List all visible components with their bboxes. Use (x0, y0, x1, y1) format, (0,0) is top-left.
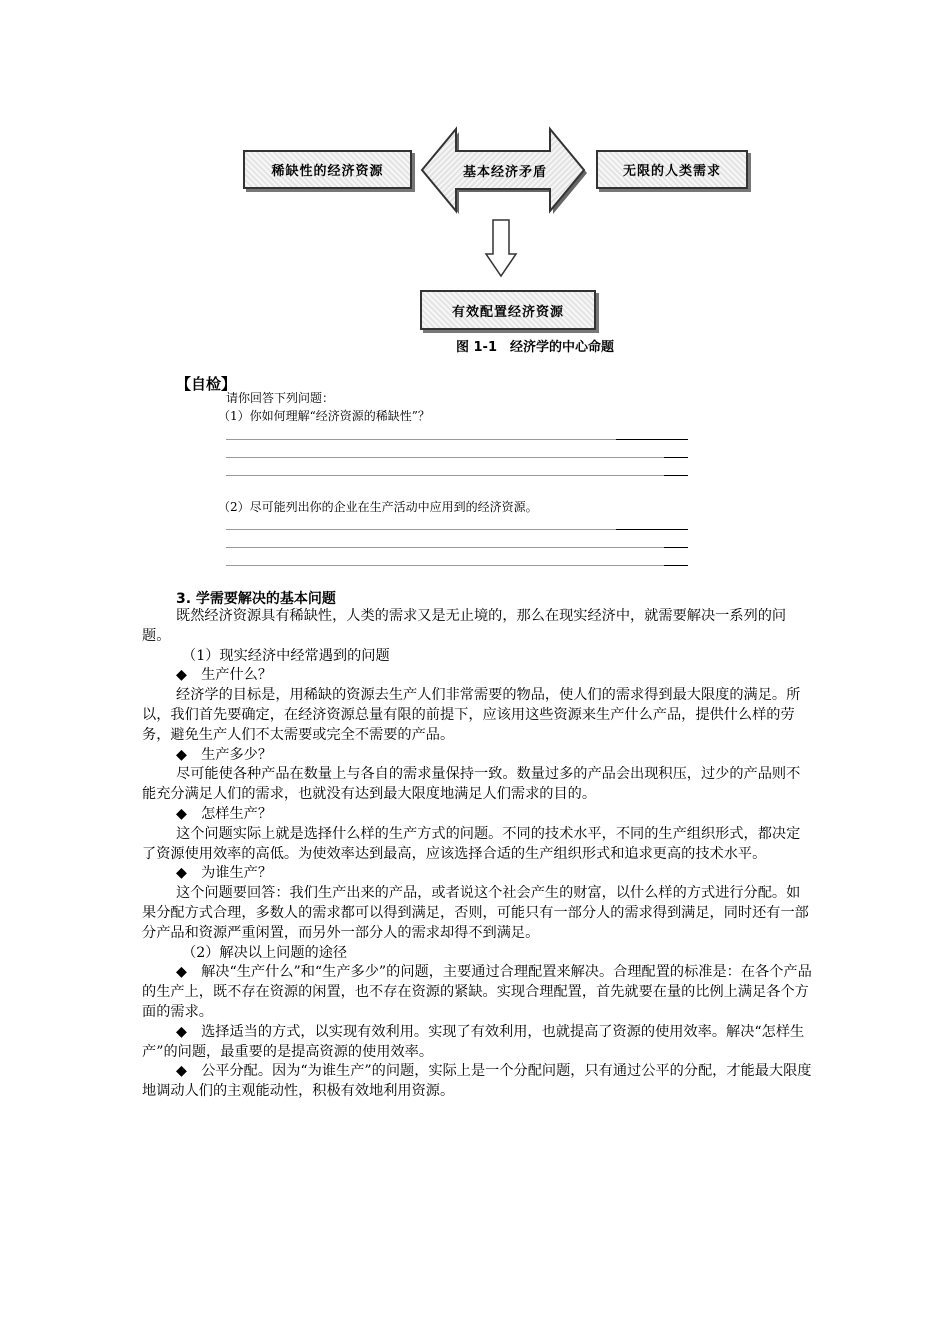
box-allocate-resources (420, 290, 596, 330)
answer-line-end (664, 457, 688, 458)
answer-line (226, 439, 616, 440)
answer-line-end (664, 547, 688, 548)
bullet-heading: ◆ 为谁生产？ (176, 865, 273, 882)
bullet-paragraph: ◆ 公平分配。因为“为谁生产”的问题，实际上是一个分配问题，只有通过公平的分配，才能最大限度地调动人们的主观能动性，积极有效地利用资源。 (142, 1063, 812, 1100)
paragraph: 经济学的目标是，用稀缺的资源去生产人们非常需要的物品，使人们的需求得到最大限度的满足。所以，我们首先要确定，在经济资源总量有限的前提下，应该用这些资源来生产什么产品，提供什么样的劳务，避免生产人们不太需要或完全不需要的产品。 (142, 687, 801, 743)
bullet-heading: ◆ 怎样生产？ (176, 805, 273, 822)
self-check-question-2: （2）尽可能列出你的企业在生产活动中应用到的经济资源。 (218, 500, 538, 514)
answer-line-end (664, 565, 688, 566)
arrow-center-label: 基本经济矛盾 (462, 165, 547, 180)
self-check-question-1: （1）你如何理解“经济资源的稀缺性”？ (218, 409, 430, 423)
self-check-title: 【自检】 (176, 375, 237, 393)
answer-line-end (616, 529, 688, 530)
section-title: 3. 学需要解决的基本问题 (176, 591, 336, 607)
box-scarce-resources-label: 稀缺性的经济资源 (271, 164, 384, 179)
answer-line (226, 547, 664, 548)
bullet-heading: ◆ 生产多少？ (176, 746, 273, 763)
self-check-intro: 请你回答下列问题： (226, 391, 335, 405)
figure-caption: 图 1-1 经济学的中心命题 (455, 340, 614, 355)
answer-line (226, 565, 664, 566)
answer-line-end (616, 439, 688, 440)
box-scarce-resources (243, 150, 412, 189)
paragraph: 这个问题要回答：我们生产出来的产品，或者说这个社会产生的财富，以什么样的方式进行分配。如果分配方式合理，多数人的需求都可以得到满足，否则，可能只有一部分人的需求得到满足，同时还有一部分产品和资源严重闲置，而另外一部分人的需求却得不到满足。 (142, 885, 809, 941)
subheading: （1）现实经济中经常遇到的问题 (182, 647, 390, 664)
answer-line (226, 457, 664, 458)
box-human-needs (596, 150, 748, 189)
paragraph: 尽可能使各种产品在数量上与各自的需求量保持一致。数量过多的产品会出现积压，过少的产品则不能充分满足人们的需求，也就没有达到最大限度地满足人们需求的目的。 (142, 766, 801, 803)
bullet-paragraph: ◆ 解决“生产什么”和“生产多少”的问题，主要通过合理配置来解决。合理配置的标准是：在各个产品的生产上，既不存在资源的闲置，也不存在资源的紧缺。实现合理配置，首先就要在量的比例上满足各个方面的需求。 (142, 964, 812, 1020)
bullet-heading: ◆ 生产什么？ (176, 667, 273, 684)
paragraph: 这个问题实际上就是选择什么样的生产方式的问题。不同的技术水平，不同的生产组织形式，都决定了资源使用效率的高低。为使效率达到最高，应该选择合适的生产组织形式和追求更高的技术水平。 (142, 825, 801, 862)
answer-line (226, 475, 664, 476)
answer-line (226, 529, 616, 530)
bullet-paragraph: ◆ 选择适当的方式，以实现有效利用。实现了有效利用，也就提高了资源的使用效率。解决“怎样生产”的问题，最重要的是提高资源的使用效率。 (142, 1023, 805, 1060)
section-body (142, 607, 814, 1102)
box-allocate-resources-label: 有效配置经济资源 (451, 304, 564, 320)
subheading: （2）解决以上问题的途径 (182, 944, 348, 961)
box-human-needs-label: 无限的人类需求 (622, 164, 721, 179)
down-arrow (484, 218, 518, 280)
paragraph: 既然经济资源具有稀缺性，人类的需求又是无止境的，那么在现实经济中，就需要解决一系列的问题。 (142, 608, 787, 644)
answer-line-end (664, 475, 688, 476)
